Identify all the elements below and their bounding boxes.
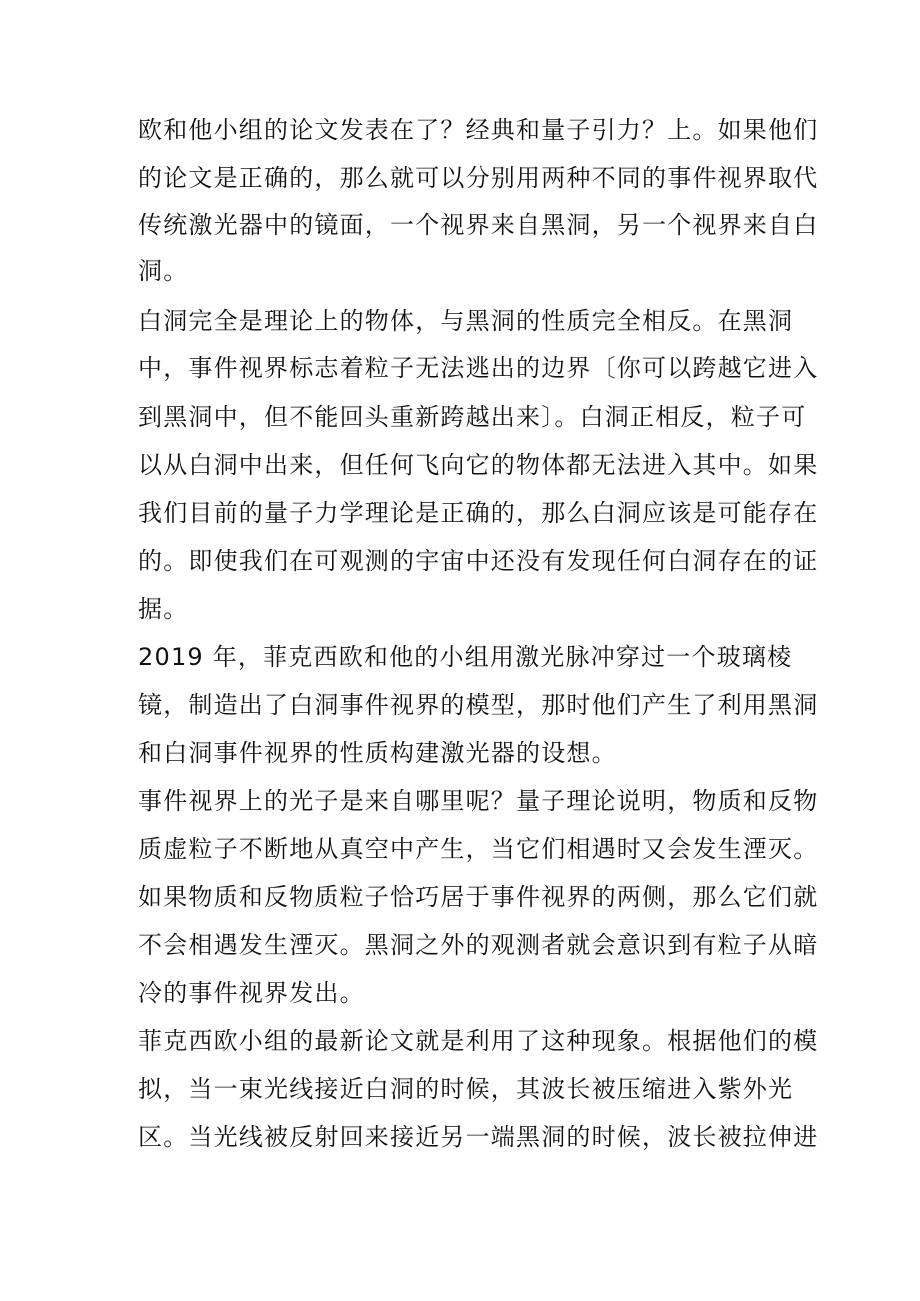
text-line: 中，事件视界标志着粒子无法逃出的边界〔你可以跨越它进入: [138, 354, 819, 382]
text-line: 欧和他小组的论文发表在了？经典和量子引力？上。如果他们: [138, 116, 819, 144]
text-line: 据。: [138, 595, 189, 623]
text-line: 白洞完全是理论上的物体，与黑洞的性质完全相反。在黑洞: [138, 307, 794, 335]
text-line: 以从白洞中出来，但任何飞向它的物体都无法进入其中。如果: [138, 451, 819, 479]
text-line: 到黑洞中，但不能回头重新跨越出来〕。白洞正相反，粒子可: [138, 403, 807, 431]
text-line: 洞。: [138, 257, 189, 285]
text-line: 事件视界上的光子是来自哪里呢？量子理论说明，物质和反物: [138, 787, 819, 815]
text-line: 的。即使我们在可观测的宇宙中还没有发现任何白洞存在的证: [138, 547, 819, 575]
text-line: 和白洞事件视界的性质构建激光器的设想。: [138, 739, 617, 767]
text-line: 拟，当一束光线接近白洞的时候，其波长被压缩进入紫外光: [138, 1075, 794, 1103]
text-line: 镜，制造出了白洞事件视界的模型，那时他们产生了利用黑洞: [138, 691, 819, 719]
text-line: 我们目前的量子力学理论是正确的，那么白洞应该是可能存在: [138, 499, 819, 527]
text-line: 的论文是正确的，那么就可以分别用两种不同的事件视界取代: [138, 164, 819, 192]
text-line: 如果物质和反物质粒子恰巧居于事件视界的两侧，那么它们就: [138, 883, 819, 911]
text-line: 区。当光线被反射回来接近另一端黑洞的时候，波长被拉伸进: [138, 1123, 819, 1151]
text-line: 不会相遇发生湮灭。黑洞之外的观测者就会意识到有粒子从暗: [138, 931, 819, 959]
text-line: 质虚粒子不断地从真空中产生，当它们相遇时又会发生湮灭。: [138, 835, 819, 863]
text-line: 冷的事件视界发出。: [138, 979, 365, 1007]
text-line: 2019 年，菲克西欧和他的小组用激光脉冲穿过一个玻璃棱: [138, 643, 793, 671]
text-line: 菲克西欧小组的最新论文就是利用了这种现象。根据他们的模: [138, 1027, 819, 1055]
text-line: 传统激光器中的镜面，一个视界来自黑洞，另一个视界来自白: [138, 211, 819, 239]
